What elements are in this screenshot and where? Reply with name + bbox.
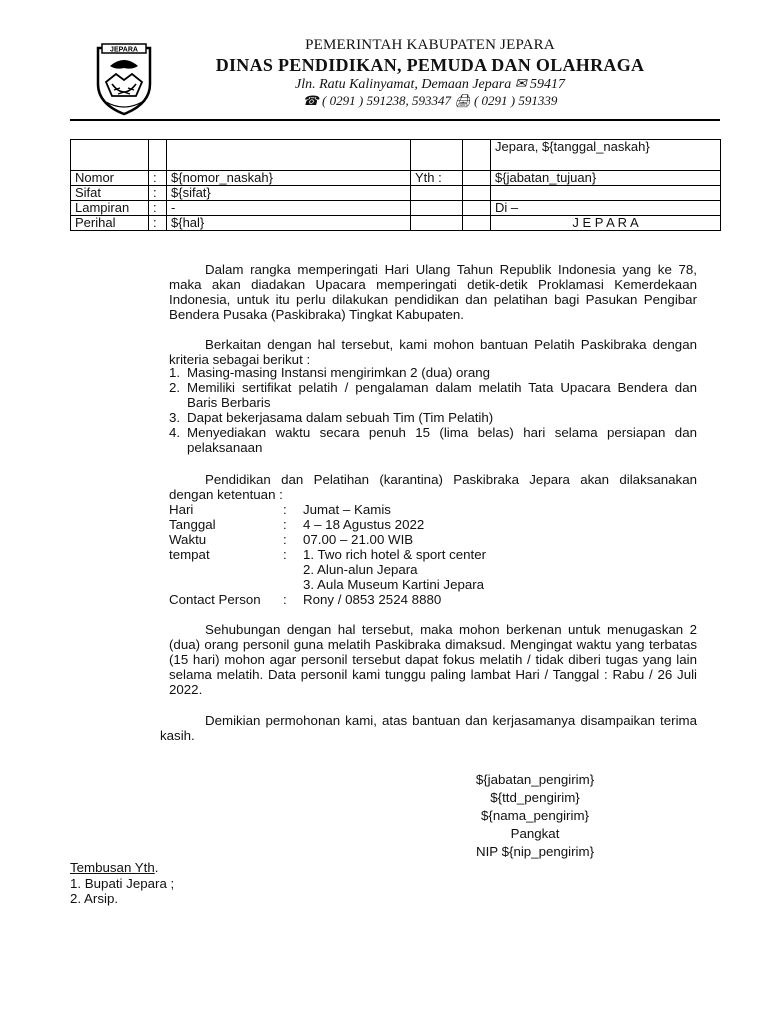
letter-metadata-table — [70, 139, 721, 231]
signature-jabatan: ${jabatan_pengirim} — [475, 772, 595, 787]
colon: : — [149, 201, 167, 216]
colon: : — [149, 186, 167, 201]
list-item: 2. Memiliki sertifikat pelatih / pengalaman dalam melatih Tata Upacara Bendera dan Baris Berbaris — [169, 380, 697, 410]
recipient-di: Di – — [491, 201, 721, 216]
signature-pangkat: Pangkat — [510, 826, 560, 841]
colon: : — [149, 216, 167, 231]
header-phone-fax: ☎ ( 0291 ) 591238, 593347 🖨 ( 0291 ) 591339 — [302, 93, 558, 108]
table-row — [71, 140, 721, 171]
colon: : — [149, 171, 167, 186]
sifat-value: ${sifat} — [167, 186, 411, 201]
sifat-label: Sifat — [71, 186, 149, 201]
paragraph-2: Berkaitan dengan hal tersebut, kami mohon bantuan Pelatih Paskibraka dengan kriteria sebagai berikut : — [169, 337, 697, 367]
signature-ttd: ${ttd_pengirim} — [490, 790, 580, 805]
criteria-list — [169, 365, 697, 455]
emblem-label: JEPARA — [110, 46, 138, 54]
table-row — [71, 201, 721, 216]
perihal-value: ${hal} — [167, 216, 411, 231]
nomor-value: ${nomor_naskah} — [167, 171, 411, 186]
list-item: 1. Masing-masing Instansi mengirimkan 2 (dua) orang — [169, 365, 491, 380]
recipient-city: J E P A R A — [491, 216, 721, 231]
header-rule — [70, 119, 720, 121]
paragraph-3: Pendidikan dan Pelatihan (karantina) Paskibraka Jepara akan dilaksanakan dengan ketentuan : — [169, 472, 697, 502]
perihal-label: Perihal — [71, 216, 149, 231]
cc-title: Tembusan Yth. — [70, 860, 159, 875]
lampiran-label: Lampiran — [71, 201, 149, 216]
lampiran-value: - — [167, 201, 411, 216]
table-row — [71, 216, 721, 231]
table-row — [71, 171, 721, 186]
cc-item: 1. Bupati Jepara ; — [70, 876, 175, 891]
header-address: Jln. Ratu Kalinyamat, Demaan Jepara ✉ 59417 — [295, 77, 565, 92]
paragraph-4: Sehubungan dengan hal tersebut, maka mohon berkenan untuk menugaskan 2 (dua) orang personil guna melatih Paskibraka dimaksud. Mengingat waktu yang terbatas (15 hari) mohon agar personil tersebut dapat fokus melatih / tidak diberi tugas yang lain selama melatih. Data personil kami tunggu paling lambat Hari / Tanggal : Rabu / 26 Juli 2022. — [169, 622, 697, 697]
table-row — [71, 186, 721, 201]
letter-date: Jepara, ${tanggal_naskah} — [491, 140, 721, 171]
yth-label: Yth : — [411, 171, 463, 186]
jepara-regency-emblem — [92, 40, 156, 116]
header-department-name: DINAS PENDIDIKAN, PEMUDA DAN OLAHRAGA — [215, 55, 645, 75]
signature-nama: ${nama_pengirim} — [481, 808, 589, 823]
signature-nip: NIP ${nip_pengirim} — [475, 844, 595, 859]
recipient: ${jabatan_tujuan} — [491, 171, 721, 186]
paragraph-1: Dalam rangka memperingati Hari Ulang Tahun Republik Indonesia yang ke 78, maka akan diadakan Upacara memperingati detik-detik Proklamasi Kemerdekaan Indonesia, untuk itu perlu dilakukan pendidikan dan pelatihan bagi Pasukan Pengibar Bendera Pusaka (Paskibraka) Tingkat Kabupaten. — [169, 262, 697, 322]
cc-item: 2. Arsip. — [70, 891, 119, 906]
header-government-name: PEMERINTAH KABUPATEN JEPARA — [305, 37, 555, 53]
nomor-label: Nomor — [71, 171, 149, 186]
list-item: 4. Menyediakan waktu secara penuh 15 (lima belas) hari selama persiapan dan pelaksanaan — [169, 425, 697, 455]
list-item: 3. Dapat bekerjasama dalam sebuah Tim (Tim Pelatih) — [169, 410, 494, 425]
paragraph-5: Demikian permohonan kami, atas bantuan dan kerjasamanya disampaikan terima kasih. — [160, 713, 697, 743]
